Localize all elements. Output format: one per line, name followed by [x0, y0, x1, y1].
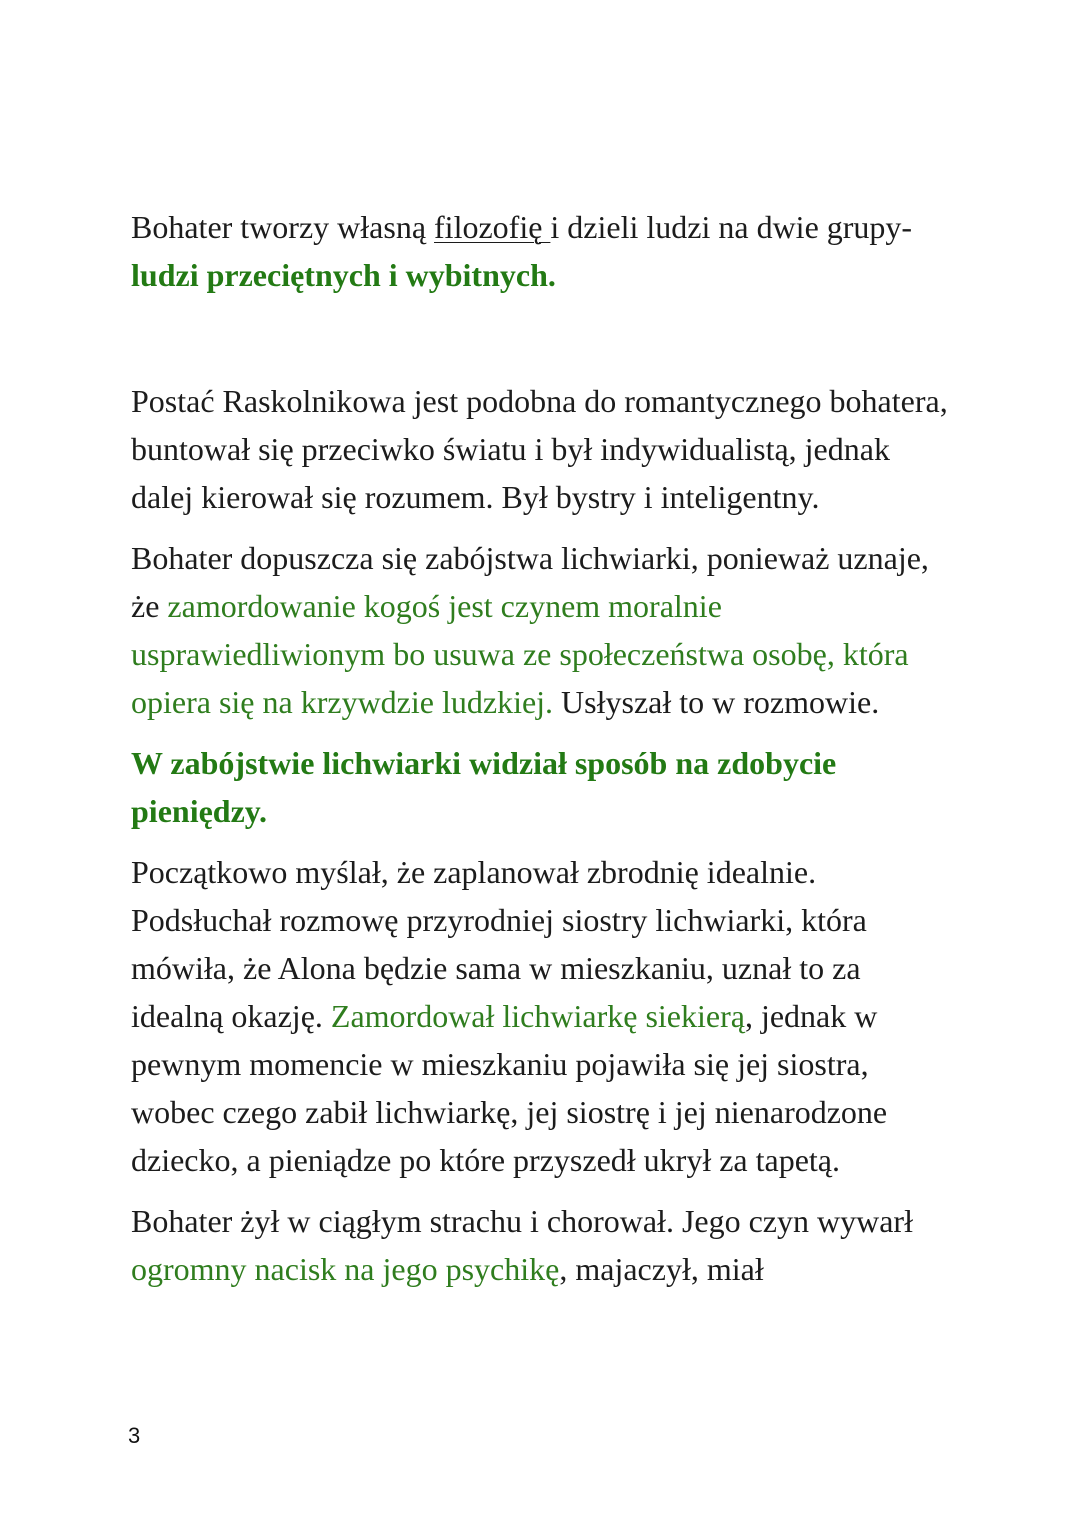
text-run: Bohater dopuszcza się zabójstwa lichwiarki, ponieważ uznaje, że	[131, 540, 929, 624]
paragraph-aftermath	[131, 1197, 951, 1293]
text-run: i dzieli ludzi na dwie grupy-	[550, 209, 913, 245]
text-run: , jednak w pewnym momencie w mieszkaniu pojawiła się jej siostra, wobec czego zabił lichwiarkę, jej siostrę i jej nienarodzone dziecko, a pieniądze po które przyszedł ukrył za tapetą.	[131, 998, 888, 1178]
document-body	[131, 203, 951, 1293]
highlight-green: ogromny nacisk na jego psychikę	[131, 1251, 560, 1287]
highlight-green: zamordowanie kogoś jest czynem moralnie usprawiedliwionym bo usuwa ze społeczeństwa osobę, która opiera się na krzywdzie ludzkiej.	[131, 588, 909, 720]
text-run: Bohater żył w ciągłym strachu i chorował. Jego czyn wywarł	[131, 1203, 913, 1239]
highlight-bold: ludzi przeciętnych i wybitnych.	[131, 257, 556, 293]
text-run: Bohater tworzy własną	[131, 209, 435, 245]
highlight-bold: W zabójstwie lichwiarki widział sposób na zdobycie pieniędzy.	[131, 745, 837, 829]
highlight-green: Zamordował lichwiarkę siekierą	[330, 998, 745, 1034]
page-number: 3	[128, 1423, 141, 1448]
paragraph-money-heading	[131, 739, 951, 835]
paragraph-crime	[131, 848, 951, 1184]
text-run: Postać Raskolnikowa jest podobna do romantycznego bohatera, buntował się przeciwko światu i był indywidualistą, jednak dalej kierował się rozumem. Był bystry i inteligentny.	[131, 383, 948, 515]
text-run: , majaczył, miał	[559, 1251, 764, 1287]
underlined-term: filozofię	[434, 209, 551, 245]
paragraph-motive	[131, 534, 951, 726]
text-run: Początkowo myślał, że zaplanował zbrodnię idealnie. Podsłuchał rozmowę przyrodniej siostry lichwiarki, która mówiła, że Alona będzie sama w mieszkaniu, uznał to za idealną okazję.	[131, 854, 867, 1034]
text-run: Usłyszał to w rozmowie.	[553, 684, 880, 720]
paragraph-character	[131, 377, 951, 521]
paragraph-philosophy	[131, 203, 951, 299]
